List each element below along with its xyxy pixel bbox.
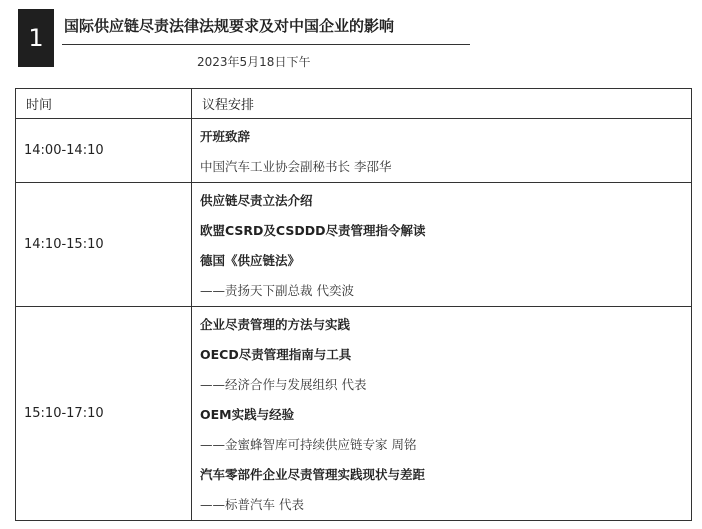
agenda-item: ——经济合作与发展组织 代表 — [200, 377, 367, 392]
title-underline — [62, 44, 470, 45]
agenda-item: 供应链尽责立法介绍 — [200, 193, 313, 208]
section-title: 国际供应链尽责法律法规要求及对中国企业的影响 — [64, 17, 395, 35]
agenda-item: 企业尽责管理的方法与实践 — [200, 317, 351, 332]
agenda-item: 中国汽车工业协会副秘书长 李邵华 — [200, 159, 392, 174]
agenda-table — [15, 88, 692, 521]
time-cell: 14:00-14:10 — [16, 119, 192, 183]
agenda-cell — [192, 119, 692, 183]
table-row — [16, 183, 692, 307]
agenda-item: ——责扬天下副总裁 代奕波 — [200, 283, 354, 298]
column-header-agenda: 议程安排 — [192, 89, 692, 119]
agenda-cell — [192, 307, 692, 521]
agenda-item: 德国《供应链法》 — [200, 253, 301, 268]
agenda-item: 欧盟CSRD及CSDDD尽责管理指令解读 — [200, 223, 426, 238]
section-number-badge: 1 — [18, 9, 54, 67]
column-header-time: 时间 — [16, 89, 192, 119]
agenda-item: ——标普汽车 代表 — [200, 497, 304, 512]
agenda-item: OECD尽责管理指南与工具 — [200, 347, 352, 362]
table-row — [16, 119, 692, 183]
agenda-item: 汽车零部件企业尽责管理实践现状与差距 — [200, 467, 426, 482]
time-cell: 14:10-15:10 — [16, 183, 192, 307]
agenda-item: OEM实践与经验 — [200, 407, 295, 422]
session-date: 2023年5月18日下午 — [197, 55, 311, 69]
table-row — [16, 307, 692, 521]
table-header-row — [16, 89, 692, 119]
agenda-item: 开班致辞 — [200, 129, 251, 144]
time-cell: 15:10-17:10 — [16, 307, 192, 521]
agenda-item: ——金蜜蜂智库可持续供应链专家 周铭 — [200, 437, 417, 452]
agenda-cell — [192, 183, 692, 307]
